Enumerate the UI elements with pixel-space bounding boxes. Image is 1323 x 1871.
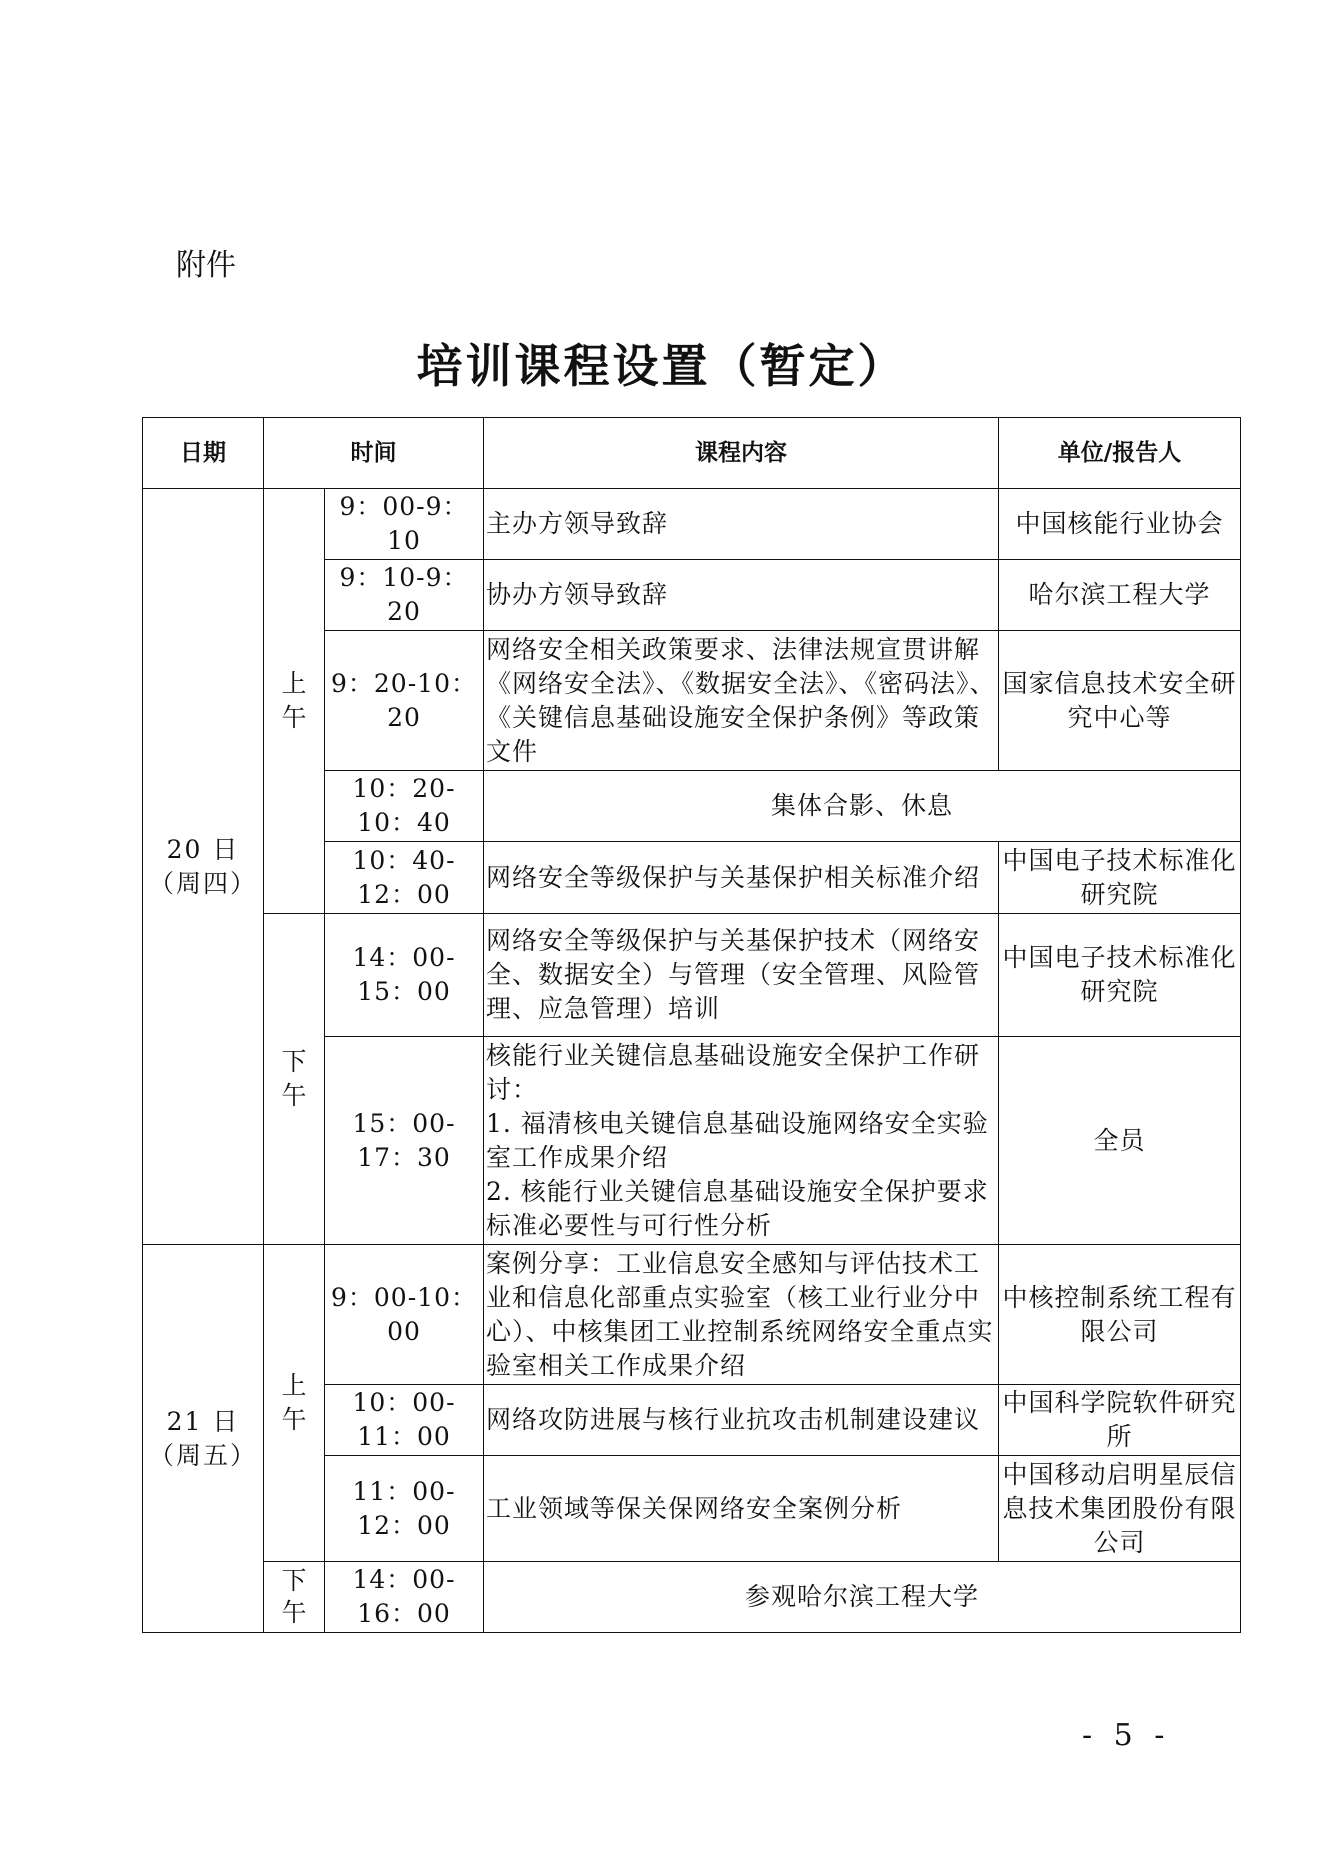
page-title: 培训课程设置（暂定） bbox=[416, 339, 907, 393]
day-cell-21 bbox=[143, 1245, 264, 1633]
period-morning bbox=[264, 1245, 325, 1562]
course-cell: 网络安全等级保护与关基保护技术（网络安全、数据安全）与管理（安全管理、风险管理、应急管理）培训 bbox=[484, 914, 999, 1037]
time-cell: 9：20-10：20 bbox=[325, 631, 484, 771]
time-cell: 10：40-12：00 bbox=[325, 842, 484, 914]
attachment-label: 附件 bbox=[176, 248, 236, 283]
org-cell: 国家信息技术安全研究中心等 bbox=[999, 631, 1241, 771]
day-cell-20 bbox=[143, 489, 264, 1245]
org-cell: 中国科学院软件研究所 bbox=[999, 1385, 1241, 1456]
table-header-row bbox=[143, 418, 1241, 489]
period-label: 下午 bbox=[281, 1566, 307, 1627]
period-morning bbox=[264, 489, 325, 914]
org-cell: 中国电子技术标准化研究院 bbox=[999, 914, 1241, 1037]
course-cell: 参观哈尔滨工程大学 bbox=[484, 1562, 1241, 1633]
time-cell: 14：00-15：00 bbox=[325, 914, 484, 1037]
time-cell: 10：20-10：40 bbox=[325, 771, 484, 842]
org-cell: 中核控制系统工程有限公司 bbox=[999, 1245, 1241, 1385]
course-line: 2. 核能行业关键信息基础设施安全保护要求标准必要性与可行性分析 bbox=[486, 1176, 989, 1240]
period-label: 上午 bbox=[281, 669, 307, 732]
course-cell: 网络攻防进展与核行业抗攻击机制建设建议 bbox=[484, 1385, 999, 1456]
period-label: 下午 bbox=[281, 1047, 307, 1110]
weekday-label: （周五） bbox=[148, 1440, 257, 1470]
org-cell: 中国电子技术标准化研究院 bbox=[999, 842, 1241, 914]
course-cell bbox=[484, 1037, 999, 1245]
page-number: - 5 - bbox=[1082, 1718, 1171, 1753]
org-cell: 中国核能行业协会 bbox=[999, 489, 1241, 560]
day-label: 21 日 bbox=[166, 1406, 240, 1436]
table-row bbox=[143, 489, 1241, 560]
course-cell: 网络安全等级保护与关基保护相关标准介绍 bbox=[484, 842, 999, 914]
table-row bbox=[143, 914, 1241, 1037]
schedule-table bbox=[142, 417, 1241, 1633]
course-line: 核能行业关键信息基础设施安全保护工作研讨： bbox=[486, 1040, 981, 1104]
org-cell: 中国移动启明星辰信息技术集团股份有限公司 bbox=[999, 1456, 1241, 1562]
course-cell: 案例分享：工业信息安全感知与评估技术工业和信息化部重点实验室（核工业行业分中心）、中核集团工业控制系统网络安全重点实验室相关工作成果介绍 bbox=[484, 1245, 999, 1385]
course-cell: 主办方领导致辞 bbox=[484, 489, 999, 560]
header-date: 日期 bbox=[143, 418, 264, 489]
table-row bbox=[143, 1562, 1241, 1633]
course-cell: 网络安全相关政策要求、法律法规宣贯讲解《网络安全法》、《数据安全法》、《密码法》、《关键信息基础设施安全保护条例》等政策文件 bbox=[484, 631, 999, 771]
time-cell: 14：00-16：00 bbox=[325, 1562, 484, 1633]
time-cell: 9：00-10：00 bbox=[325, 1245, 484, 1385]
weekday-label: （周四） bbox=[148, 868, 257, 898]
time-cell: 9：10-9：20 bbox=[325, 560, 484, 631]
org-cell: 哈尔滨工程大学 bbox=[999, 560, 1241, 631]
header-time: 时间 bbox=[264, 418, 484, 489]
period-afternoon bbox=[264, 1562, 325, 1633]
time-cell: 9：00-9：10 bbox=[325, 489, 484, 560]
time-cell: 15：00-17：30 bbox=[325, 1037, 484, 1245]
time-cell: 11：00-12：00 bbox=[325, 1456, 484, 1562]
day-label: 20 日 bbox=[166, 834, 240, 864]
course-line: 1. 福清核电关键信息基础设施网络安全实验室工作成果介绍 bbox=[486, 1108, 989, 1172]
period-afternoon bbox=[264, 914, 325, 1245]
period-label: 上午 bbox=[281, 1371, 307, 1434]
course-cell: 工业领域等保关保网络安全案例分析 bbox=[484, 1456, 999, 1562]
course-cell: 集体合影、休息 bbox=[484, 771, 1241, 842]
course-cell: 协办方领导致辞 bbox=[484, 560, 999, 631]
header-course: 课程内容 bbox=[484, 418, 999, 489]
time-cell: 10：00-11：00 bbox=[325, 1385, 484, 1456]
org-cell: 全员 bbox=[999, 1037, 1241, 1245]
header-org: 单位/报告人 bbox=[999, 418, 1241, 489]
table-row bbox=[143, 1245, 1241, 1385]
